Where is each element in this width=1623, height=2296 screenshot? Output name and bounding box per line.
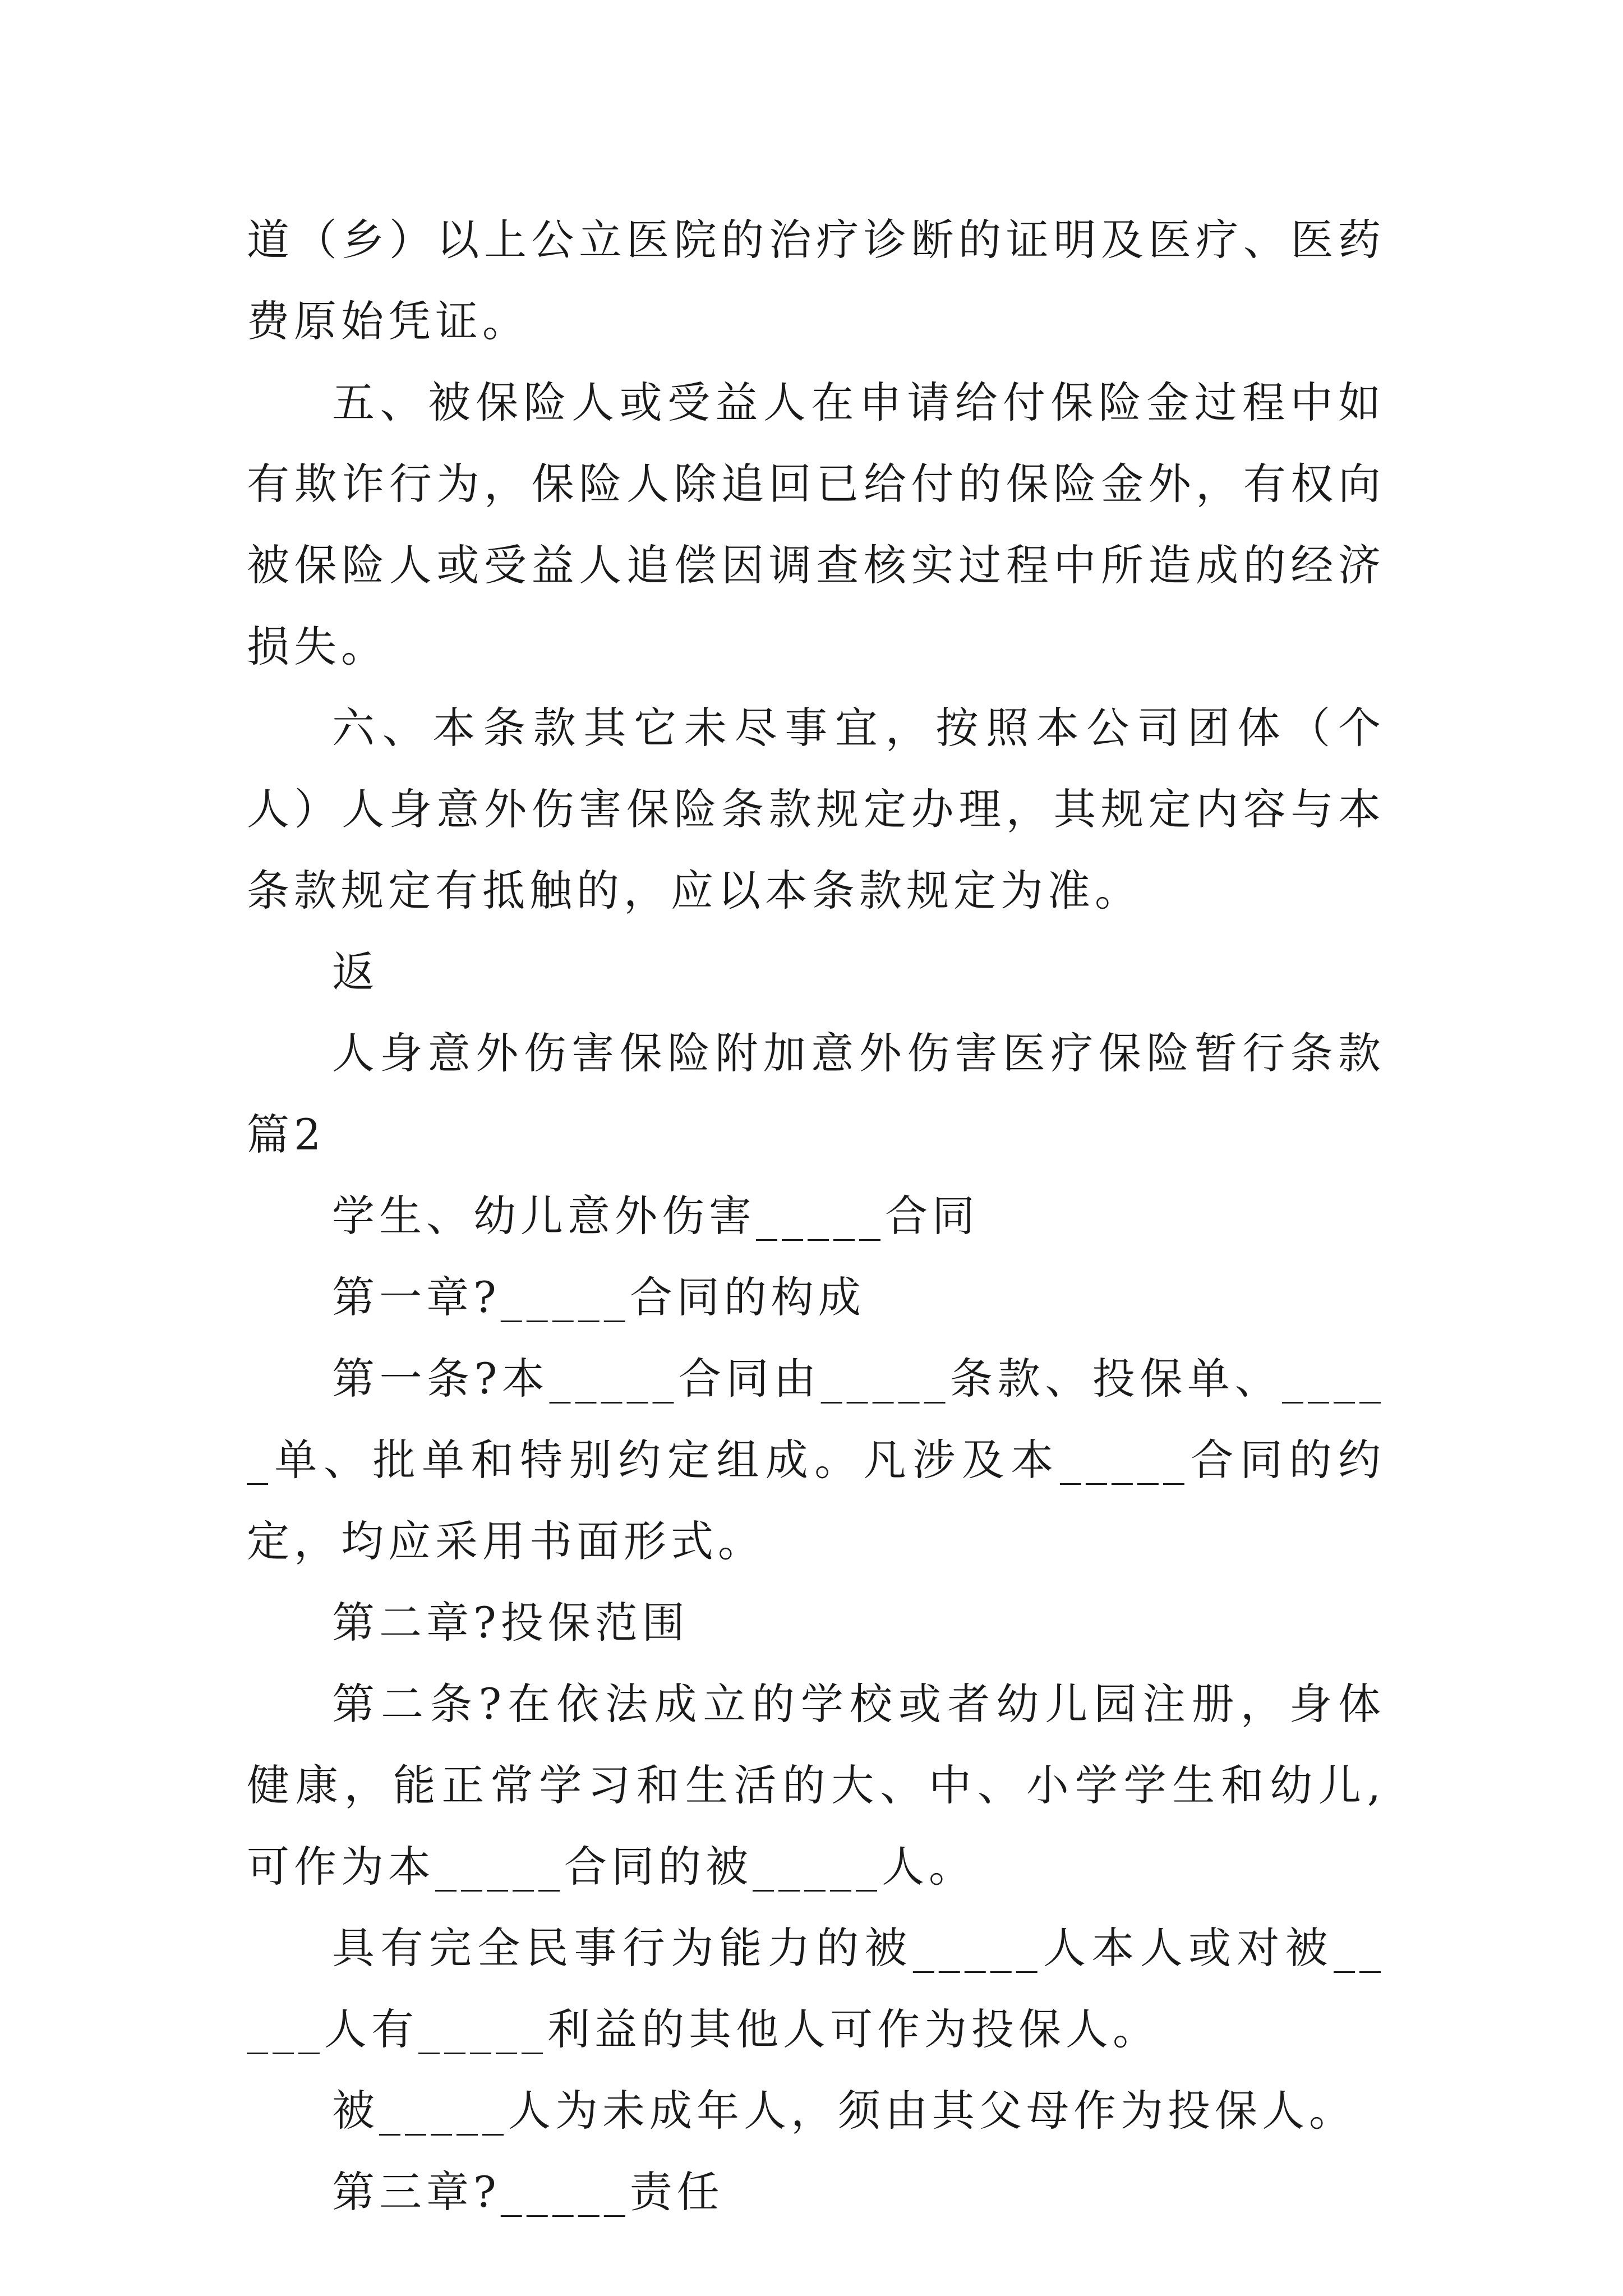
paragraph-minor-policyholder: 被_____人为未成年人，须由其父母作为投保人。 [332,2086,1356,2136]
paragraph-policyholder-eligibility: 具有完全民事行为能力的被_____人本人或对被_____人有_____利益的其他人可作为投保人。 [247,1923,1385,2054]
contract-title: 学生、幼儿意外伤害_____合同 [332,1191,979,1241]
article-title: 人身意外伤害保险附加意外伤害医疗保险暂行条款 篇2 [247,1028,1404,1159]
paragraph-clause-six: 六、本条款其它未尽事宜，按照本公司团体（个人）人身意外伤害保险条款规定办理，其规定内容与本条款规定有抵触的，应以本条款规定为准。 [247,703,1385,915]
paragraph-return: 返 [332,947,379,997]
paragraph-clause-five: 五、被保险人或受益人在申请给付保险金过程中如有欺诈行为，保险人除追回已给付的保险金外，有权向被保险人或受益人追偿因调查核实过程中所造成的经济损失。 [247,378,1385,671]
chapter-two-heading: 第二章?投保范围 [332,1598,689,1648]
article-two: 第二条?在依法成立的学校或者幼儿园注册，身体健康，能正常学习和生活的大、中、小学学生和幼儿,可作为本_____合同的被_____人。 [247,1679,1385,1892]
chapter-three-heading: 第三章?_____责任 [332,2167,724,2217]
chapter-one-heading: 第一章?_____合同的构成 [332,1272,865,1322]
article-one: 第一条?本_____合同由_____条款、投保单、_____单、批单和特别约定组成。凡涉及本_____合同的约定，均应采用书面形式。 [247,1354,1385,1566]
paragraph-medical-proof: 道（乡）以上公立医院的治疗诊断的证明及医疗、医药费原始凭证。 [247,215,1385,346]
document-body [247,199,1404,2233]
